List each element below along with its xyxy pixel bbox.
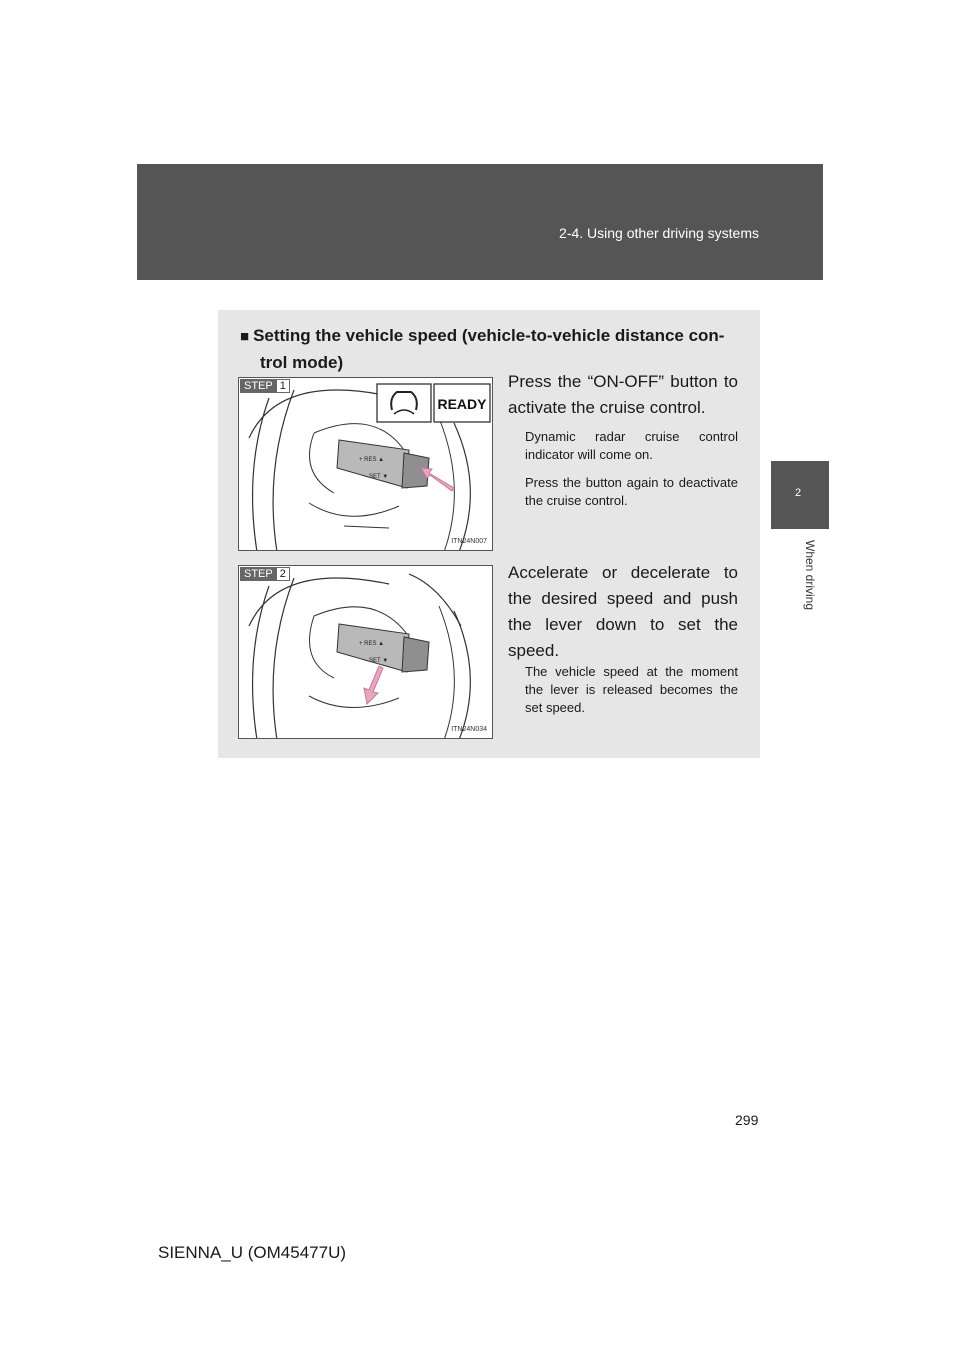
page-number: 299 bbox=[735, 1112, 759, 1128]
svg-text:– SET ▼: – SET ▼ bbox=[364, 658, 389, 664]
step-2-figure bbox=[238, 565, 493, 739]
header-band bbox=[137, 164, 823, 280]
chapter-label: When driving bbox=[803, 540, 817, 611]
heading-line-1: Setting the vehicle speed (vehicle-to-vehicle distance con- bbox=[253, 326, 725, 345]
svg-text:+ RES ▲: + RES ▲ bbox=[359, 641, 385, 647]
step-2-note-1: The vehicle speed at the moment the lever is released becomes the set speed. bbox=[525, 664, 738, 715]
figure-code: ITN24N034 bbox=[451, 726, 487, 733]
chapter-number: 2 bbox=[795, 487, 802, 499]
ready-indicator-label: READY bbox=[437, 396, 487, 412]
cruise-lever-illustration bbox=[239, 566, 493, 739]
step-1-note-1: Dynamic radar cruise control indicator will come on. bbox=[525, 429, 738, 462]
step-1-label: STEP bbox=[240, 379, 277, 393]
step-1-note-2: Press the button again to deactivate the cruise control. bbox=[525, 475, 738, 508]
document-footer: SIENNA_U (OM45477U) bbox=[158, 1243, 347, 1262]
heading-bullet: ■ bbox=[240, 328, 250, 345]
step-2-number: 2 bbox=[277, 567, 290, 581]
section-title: 2-4. Using other driving systems bbox=[559, 225, 759, 241]
step-1-instruction: Press the “ON-OFF” button to activate the cruise control. bbox=[508, 372, 738, 417]
step-1-badge bbox=[240, 379, 290, 393]
heading-line-2: trol mode) bbox=[260, 353, 344, 372]
cruise-lever-illustration bbox=[239, 378, 493, 551]
step-1-figure bbox=[238, 377, 493, 551]
step-1-number: 1 bbox=[277, 379, 290, 393]
svg-text:+ RES ▲: + RES ▲ bbox=[359, 457, 385, 463]
figure-code: ITN24N007 bbox=[451, 538, 487, 545]
step-2-instruction: Accelerate or decelerate to the desired speed and push the lever down to set the speed. bbox=[508, 563, 738, 660]
step-2-badge bbox=[240, 567, 290, 581]
svg-text:– SET ▼: – SET ▼ bbox=[364, 474, 389, 480]
step-2-label: STEP bbox=[240, 567, 277, 581]
